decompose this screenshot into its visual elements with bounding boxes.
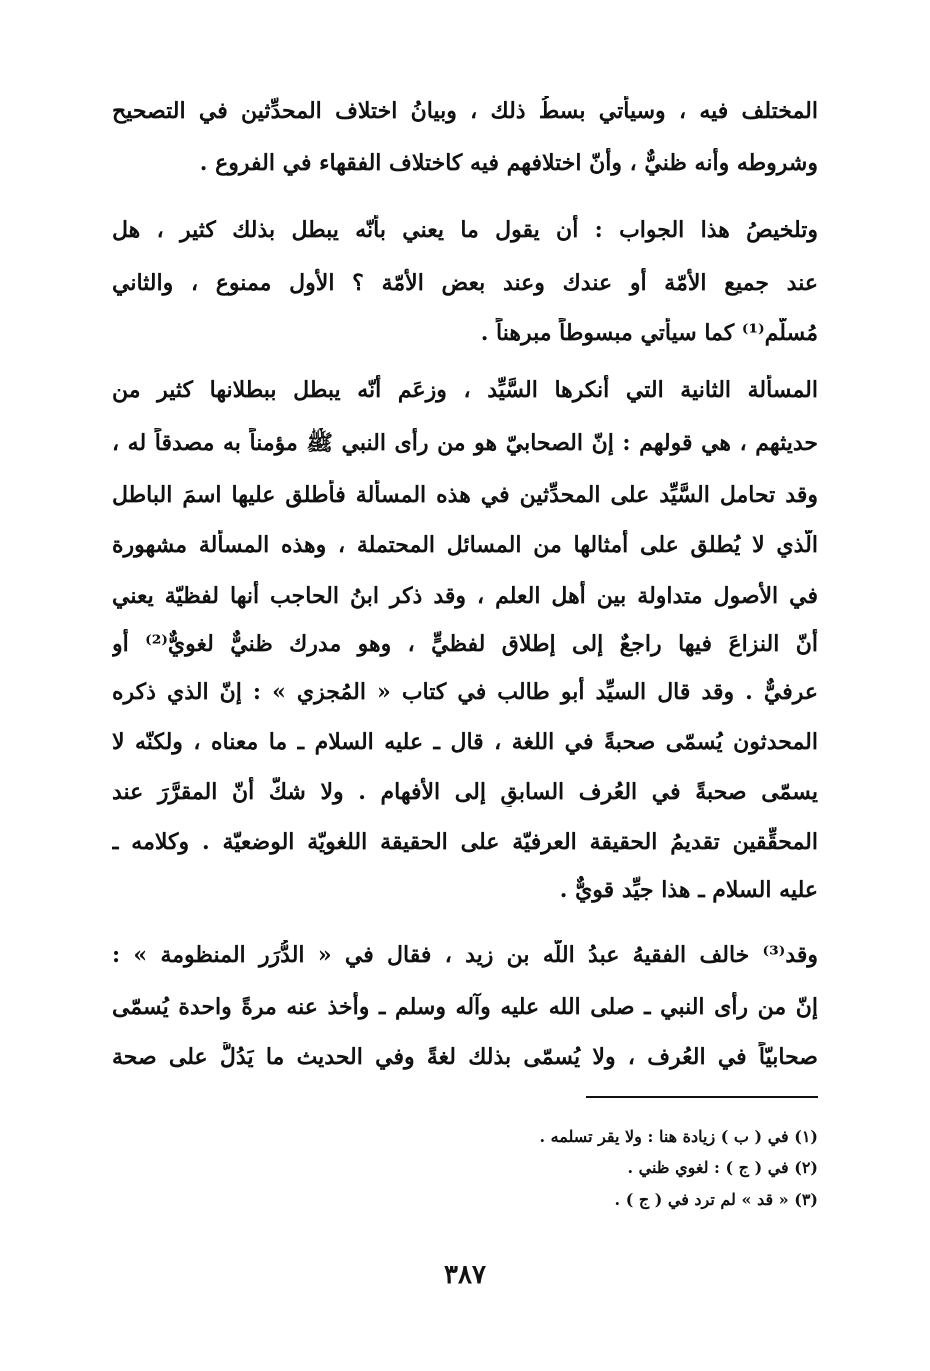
body-line: وقد⁽³⁾ خالف الفقيهُ عبدُ اللّه بن زيد ، فقال في « الدُّرَر المنظومة » : <box>112 942 818 968</box>
body-line: المسألة الثانية التي أنكرها السَّيِّد ، وزعَم أنّه يبطل ببطلانها كثير من <box>112 377 818 403</box>
body-line: حديثهم ، هي قولهم : إنّ الصحابيّ هو من رأى النبي ﷺ مؤمناً به مصدقاً له ، <box>112 430 818 456</box>
body-line: وقد تحامل السَّيِّد على المحدِّثين في هذه المسألة فأطلق عليها اسمَ الباطل <box>112 482 818 508</box>
body-line: عرفيٌّ . وقد قال السيِّد أبو طالب في كتاب « المُجزي » : إنّ الذي ذكره <box>112 679 818 705</box>
footnote-rule <box>586 1096 818 1098</box>
body-line: عند جميع الأمّة أو عندك وعند بعض الأمّة ؟ الأول ممنوع ، والثاني <box>112 270 818 296</box>
body-line: وشروطه وأنه ظنيٌّ ، وأنّ اختلافهم فيه كاختلاف الفقهاء في الفروع . <box>199 150 818 176</box>
body-line: إنّ من رأى النبي ـ صلى الله عليه وآله وسلم ـ وأخذ عنه مرةً واحدة يُسمّى <box>112 994 818 1020</box>
body-line: الّذي لا يُطلق على أمثالها من المسائل المحتملة ، وهذه المسألة مشهورة <box>112 532 818 558</box>
body-line: عليه السلام ـ هذا جيِّد قويٌّ . <box>559 877 818 903</box>
body-line: المحدثون يُسمّى صحبةً في اللغة ، قال ـ عليه السلام ـ ما معناه ، ولكنّه لا <box>112 729 818 755</box>
body-line: وتلخيصُ هذا الجواب : أن يقول ما يعني بأنّه يبطل بذلك كثير ، هل <box>112 217 818 243</box>
body-line: المختلف فيه ، وسيأتي بسطُ ذلك ، وبيانُ اختلاف المحدِّثين في التصحيح <box>112 98 818 124</box>
body-line: في الأصول متداولة بين أهل العلم ، وقد ذكر ابنُ الحاجب أنها لفظيّة يعني <box>112 583 818 609</box>
body-line: يسمّى صحبةً في العُرف السابقِ إلى الأفهام . ولا شكّ أنّ المقرَّرَ عند <box>112 779 818 805</box>
body-line: أنّ النزاعَ فيها راجعٌ إلى إطلاق لفظيٍّ ، وهو مدرك ظنيٌّ لغويٌّ⁽²⁾ أو <box>112 631 818 657</box>
body-line: مُسلَّم⁽¹⁾ كما سيأتي مبسوطاً مبرهناً . <box>480 320 818 346</box>
footnote: (٢) في ( ج ) : لغوي ظني . <box>627 1158 818 1177</box>
page-number: ٣٨٧ <box>444 1260 486 1290</box>
footnote: (٣) « قد » لم ترد في ( ج ) . <box>614 1190 818 1209</box>
body-line: صحابيّاً في العُرف ، ولا يُسمّى بذلك لغةً وفي الحديث ما يَدُلُّ على صحة <box>112 1044 818 1070</box>
footnote: (١) في ( ب ) زيادة هنا : ولا يقر تسلمه . <box>539 1127 818 1146</box>
body-line: المحقِّقين تقديمُ الحقيقة العرفيّة على الحقيقة اللغويّة الوضعيّة . وكلامه ـ <box>112 829 818 855</box>
